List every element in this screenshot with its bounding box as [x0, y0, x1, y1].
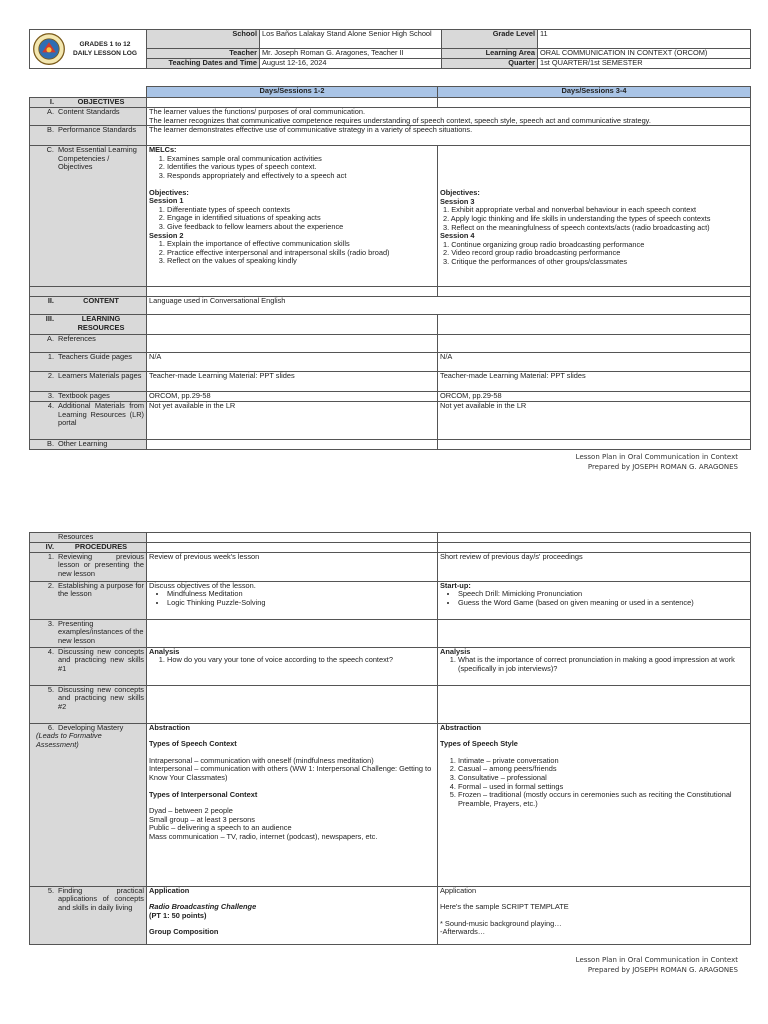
- procedure-2-c2: Start-up: • Speech Drill: Mimicking Pronunciation • Guess the Word Game (based on given meaning or used in a sentence): [438, 581, 751, 619]
- deped-seal-icon: [32, 32, 66, 66]
- procedures-heading: IV. PROCEDURES: [30, 542, 147, 552]
- learners-materials-c2: Teacher-made Learning Material: PPT slides: [438, 372, 751, 392]
- procedure-7-c2: Application Here's the sample SCRIPT TEMPLATE * Sound-music background playing… -Afterwards…: [438, 886, 751, 944]
- procedure-4-c2: Analysis 1. What is the importance of correct pronunciation in making a good impression at work (specifically in job interviews)?: [438, 647, 751, 685]
- procedure-5-label: 5. Discussing new concepts and practicing new skills #2: [30, 685, 147, 723]
- references-label: A. References: [30, 335, 147, 353]
- content-heading: II. CONTENT: [30, 297, 147, 315]
- other-resources-label: B. Other Learning: [30, 440, 147, 450]
- textbook-c2: ORCOM, pp.29-58: [438, 392, 751, 402]
- header-table: [29, 29, 751, 69]
- grade-label: Grade Level: [442, 30, 538, 49]
- procedure-1-c2: Short review of previous day/s' proceedings: [438, 552, 751, 581]
- school-label: School: [147, 30, 260, 49]
- grade-value: 11: [538, 30, 751, 49]
- teachers-guide-c2: N/A: [438, 353, 751, 372]
- school-value: Los Baños Lalakay Stand Alone Senior High School: [260, 30, 442, 49]
- procedure-3-label: 3. Presenting examples/instances of the new lesson: [30, 619, 147, 647]
- area-label: Learning Area: [442, 49, 538, 59]
- quarter-label: Quarter: [442, 59, 538, 69]
- melc-label: C. Most Essential Learning Competencies / Objectives: [30, 146, 147, 287]
- additional-materials-c2: Not yet available in the LR: [438, 402, 751, 440]
- dates-value: August 12-16, 2024: [260, 59, 442, 69]
- procedure-6-label: 6. Developing Mastery (Leads to Formative Assessment): [30, 723, 147, 886]
- teacher-label: Teacher: [147, 49, 260, 59]
- content-standards-label: A. Content Standards: [30, 108, 147, 126]
- footer-page2: Lesson Plan in Oral Communication in Context Prepared by JOSEPH ROMAN G. ARAGONES: [575, 956, 738, 974]
- col1-header: Days/Sessions 1-2: [147, 87, 438, 98]
- melc-session34: Objectives: Session 3 1. Exhibit appropriate verbal and nonverbal behaviour in each speech context 2. Apply logic thinking and life skills in understanding the types of speech contexts 3. Reflect on the meaningfulness of speech contexts/acts (radio broadcasting act) Session 4 1. Continue organizing group radio broadcasting performance 2. Video record group radio broadcasting performance 3. Critique the performances of other groups/classmates: [438, 146, 751, 287]
- lesson-table-page2: [29, 532, 751, 945]
- teachers-guide-c1: N/A: [147, 353, 438, 372]
- procedure-7-label: 5. Finding practical applications of concepts and skills in daily living: [30, 886, 147, 944]
- objectives-heading: I. OBJECTIVES: [30, 98, 147, 108]
- textbook-label: 3. Textbook pages: [30, 392, 147, 402]
- procedure-1-c1: Review of previous week's lesson: [147, 552, 438, 581]
- lesson-table-page1: [29, 86, 751, 450]
- quarter-value: 1st QUARTER/1st SEMESTER: [538, 59, 751, 69]
- textbook-c1: ORCOM, pp.29-58: [147, 392, 438, 402]
- other-resources-label-cont: Resources: [30, 533, 147, 543]
- header-title-cell: [30, 30, 147, 69]
- performance-standards-text: The learner demonstrates effective use of communicative strategy in a variety of speech situations.: [147, 126, 751, 146]
- procedure-7-c1: Application Radio Broadcasting Challenge (PT 1: 50 points) Group Composition: [147, 886, 438, 944]
- procedure-4-label: 4. Discussing new concepts and practicing new skills #1: [30, 647, 147, 685]
- dates-label: Teaching Dates and Time: [147, 59, 260, 69]
- learners-materials-label: 2. Learners Materials pages: [30, 372, 147, 392]
- additional-materials-label: 4. Additional Materials from Learning Resources (LR) portal: [30, 402, 147, 440]
- teachers-guide-label: 1. Teachers Guide pages: [30, 353, 147, 372]
- melc-session12: MELCs: 1. Examines sample oral communication activities 2. Identifies the various types of speech context. 3. Responds appropriately and effectively to a speech act Objectives: Session 1 1. Differentiate types of speech contexts 2. Engage in identified situations of speaking acts 3. Give feedback to fellow learners about the experience Session 2 1. Explain the importance of effective communication skills 2. Practice effective interpersonal and intrapersonal skills (radio broad) 3. Reflect on the values of speaking kindly: [147, 146, 438, 287]
- header-title-line1: GRADES 1 to 12: [79, 41, 131, 48]
- teacher-value: Mr. Joseph Roman G. Aragones, Teacher II: [260, 49, 442, 59]
- procedure-1-label: 1. Reviewing previous lesson or presenting the new lesson: [30, 552, 147, 581]
- learners-materials-c1: Teacher-made Learning Material: PPT slides: [147, 372, 438, 392]
- additional-materials-c1: Not yet available in the LR: [147, 402, 438, 440]
- area-value: ORAL COMMUNICATION IN CONTEXT (ORCOM): [538, 49, 751, 59]
- procedure-2-c1: Discuss objectives of the lesson. • Mindfulness Meditation • Logic Thinking Puzzle-Solving: [147, 581, 438, 619]
- content-text: Language used in Conversational English: [147, 297, 751, 315]
- procedure-6-c1: Abstraction Types of Speech Context Intrapersonal – communication with oneself (mindfulness meditation) Interpersonal – communication with others (WW 1: Interpersonal Challenge: Getting to Know Your Classmates) Types of Interpersonal Context Dyad – between 2 people Small group – at least 3 persons Public – delivering a speech to an audience Mass communication – TV, radio, internet (podcast), newspapers, etc.: [147, 723, 438, 886]
- procedure-4-c1: Analysis 1. How do you vary your tone of voice according to the speech context?: [147, 647, 438, 685]
- procedure-2-label: 2. Establishing a purpose for the lesson: [30, 581, 147, 619]
- header-title-line2: DAILY LESSON LOG: [72, 50, 138, 57]
- performance-standards-label: B. Performance Standards: [30, 126, 147, 146]
- col2-header: Days/Sessions 3-4: [438, 87, 751, 98]
- procedure-6-c2: Abstraction Types of Speech Style 1. Intimate – private conversation 2. Casual – among peers/friends 3. Consultative – professional 4. Formal – used in formal settings 5. Frozen – traditional (mostly occurs in ceremonies such as reciting the Constitutional Preamble, Prayers, etc.): [438, 723, 751, 886]
- resources-heading: III. LEARNING RESOURCES: [30, 315, 147, 335]
- footer-page1: Lesson Plan in Oral Communication in Context Prepared by JOSEPH ROMAN G. ARAGONES: [575, 453, 738, 471]
- content-standards-text: The learner values the functions/ purposes of oral communication. The learner recognizes that communicative competence requires understanding of speech context, speech style, speech act and communicative strategy.: [147, 108, 751, 126]
